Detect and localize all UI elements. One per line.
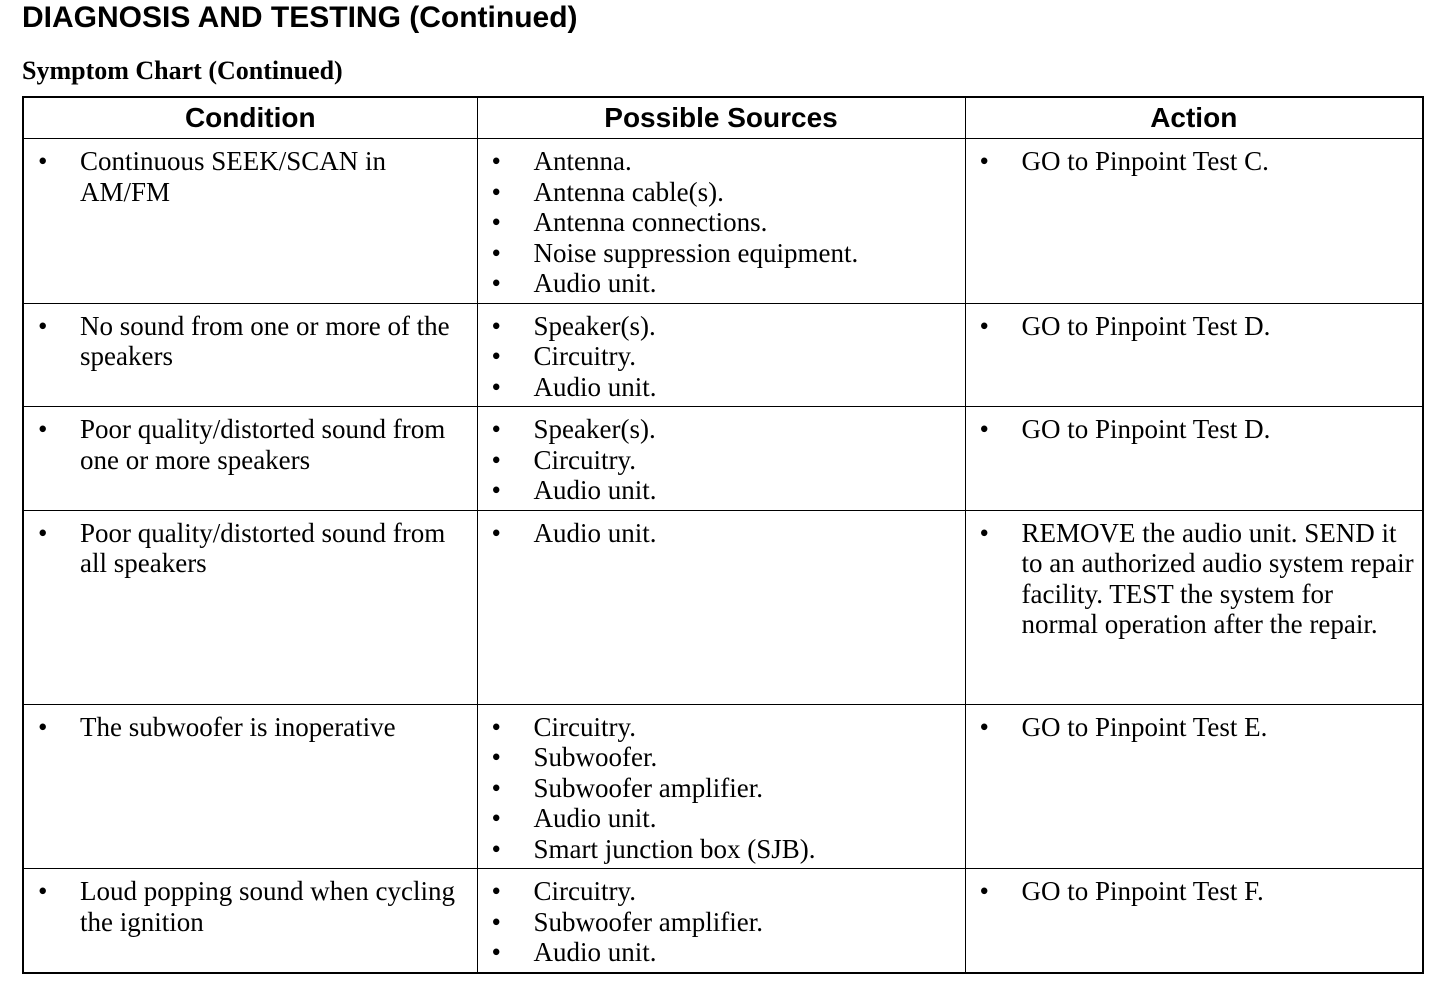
list-item: • Antenna connections. xyxy=(492,207,957,238)
condition-cell xyxy=(23,704,477,869)
list-item: • Audio unit. xyxy=(492,803,957,834)
list-item: • GO to Pinpoint Test D. xyxy=(980,311,1415,342)
list-item: • Speaker(s). xyxy=(492,414,957,445)
action-cell xyxy=(965,139,1423,304)
list-item: • GO to Pinpoint Test F. xyxy=(980,876,1415,907)
list-item: • Smart junction box (SJB). xyxy=(492,834,957,865)
sources-cell xyxy=(477,139,965,304)
list-item: • Audio unit. xyxy=(492,937,957,968)
list-item: • Circuitry. xyxy=(492,341,957,372)
list-item: • Poor quality/distorted sound from one or more speakers xyxy=(38,414,469,475)
list-item: • REMOVE the audio unit. SEND it to an authorized audio system repair facility. TEST the system for normal operation after the repair. xyxy=(980,518,1415,640)
list-item: • Antenna. xyxy=(492,146,957,177)
action-cell xyxy=(965,510,1423,704)
list-item: • Circuitry. xyxy=(492,445,957,476)
list-item: • Continuous SEEK/SCAN in AM/FM xyxy=(38,146,469,207)
list-item: • GO to Pinpoint Test E. xyxy=(980,712,1415,743)
list-item: • Loud popping sound when cycling the ignition xyxy=(38,876,469,937)
list-item: • Poor quality/distorted sound from all speakers xyxy=(38,518,469,579)
column-header-condition: Condition xyxy=(23,97,477,139)
sources-cell xyxy=(477,869,965,973)
list-item: • No sound from one or more of the speakers xyxy=(38,311,469,372)
sources-cell xyxy=(477,510,965,704)
condition-cell xyxy=(23,869,477,973)
list-item: • The subwoofer is inoperative xyxy=(38,712,469,743)
list-item: • Noise suppression equipment. xyxy=(492,238,957,269)
list-item: • Subwoofer. xyxy=(492,742,957,773)
symptom-chart-table xyxy=(22,96,1424,974)
page-heading: DIAGNOSIS AND TESTING (Continued) xyxy=(22,1,578,34)
table-row xyxy=(23,139,1423,304)
action-cell xyxy=(965,303,1423,407)
action-cell xyxy=(965,869,1423,973)
list-item: • Audio unit. xyxy=(492,268,957,299)
list-item: • Audio unit. xyxy=(492,475,957,506)
sources-cell xyxy=(477,407,965,511)
table-header-row xyxy=(23,97,1423,139)
action-cell xyxy=(965,407,1423,511)
sources-cell xyxy=(477,704,965,869)
condition-cell xyxy=(23,303,477,407)
column-header-action: Action xyxy=(965,97,1423,139)
list-item: • GO to Pinpoint Test C. xyxy=(980,146,1415,177)
list-item: • Audio unit. xyxy=(492,518,957,549)
condition-cell xyxy=(23,510,477,704)
list-item: • Circuitry. xyxy=(492,876,957,907)
table-row xyxy=(23,704,1423,869)
chart-subheading: Symptom Chart (Continued) xyxy=(22,56,343,85)
list-item: • Subwoofer amplifier. xyxy=(492,907,957,938)
sources-cell xyxy=(477,303,965,407)
table-row xyxy=(23,869,1423,973)
list-item: • Speaker(s). xyxy=(492,311,957,342)
table-row xyxy=(23,407,1423,511)
list-item: • GO to Pinpoint Test D. xyxy=(980,414,1415,445)
table-row xyxy=(23,510,1423,704)
column-header-possible-sources: Possible Sources xyxy=(477,97,965,139)
list-item: • Circuitry. xyxy=(492,712,957,743)
list-item: • Subwoofer amplifier. xyxy=(492,773,957,804)
condition-cell xyxy=(23,407,477,511)
list-item: • Audio unit. xyxy=(492,372,957,403)
action-cell xyxy=(965,704,1423,869)
condition-cell xyxy=(23,139,477,304)
table-row xyxy=(23,303,1423,407)
list-item: • Antenna cable(s). xyxy=(492,177,957,208)
